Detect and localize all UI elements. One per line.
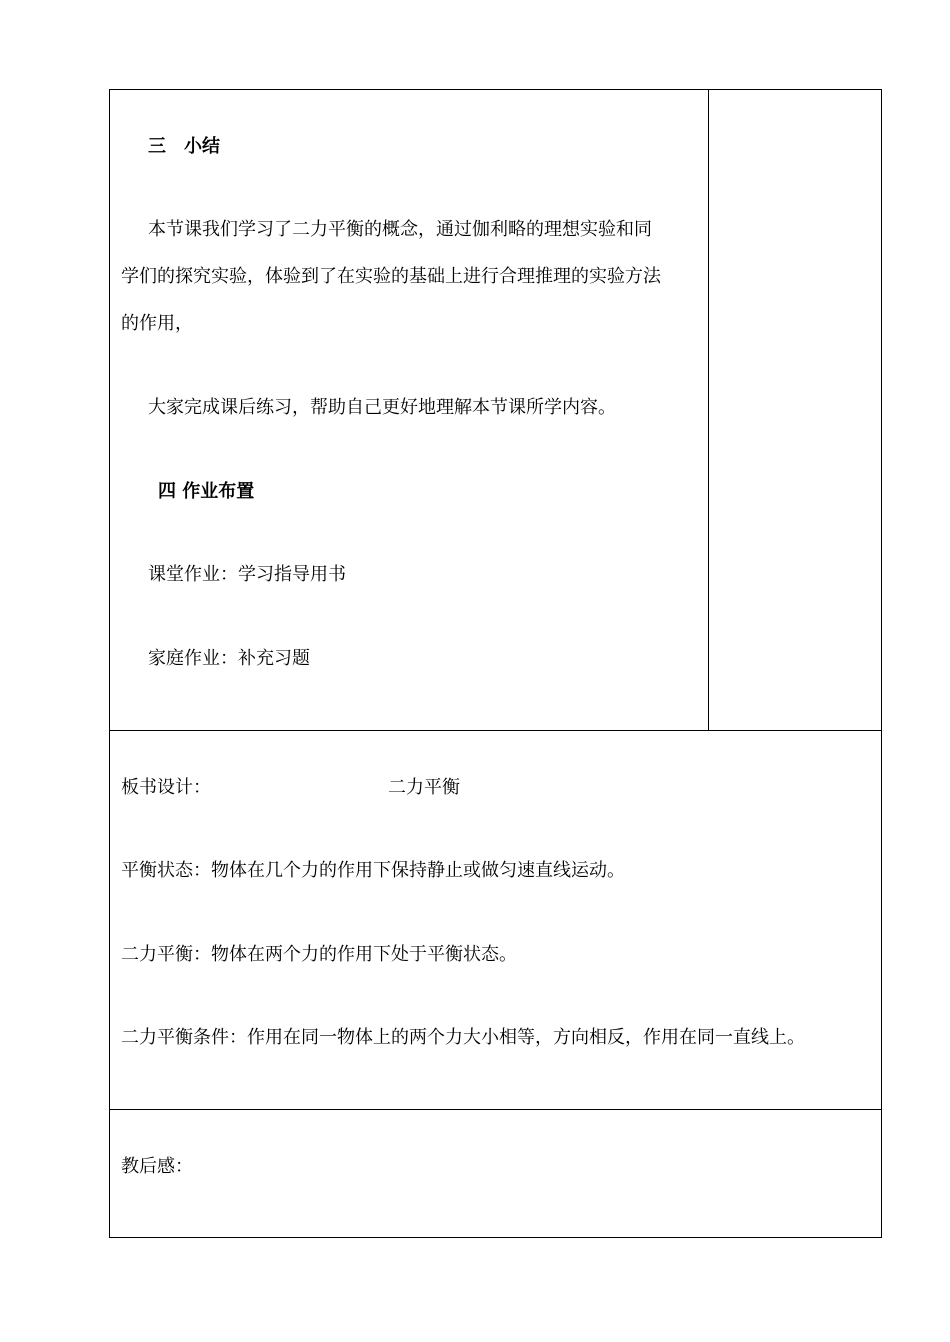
board-line-3: 二力平衡条件：作用在同一物体上的两个力大小相等，方向相反，作用在同一直线上。: [121, 1027, 805, 1048]
board-line-2: 二力平衡：物体在两个力的作用下处于平衡状态。: [121, 944, 517, 965]
section3-heading: 三 小结: [148, 136, 220, 157]
classwork-line: 课堂作业：学习指导用书: [148, 564, 346, 585]
homework-line: 家庭作业：补充习题: [148, 648, 310, 669]
reflection-label: 教后感：: [121, 1156, 193, 1177]
column-divider: [708, 90, 709, 730]
board-line-1: 平衡状态：物体在几个力的作用下保持静止或做匀速直线运动。: [121, 860, 625, 881]
summary-line-3: 的作用，: [121, 313, 193, 334]
summary-line-1: 本节课我们学习了二力平衡的概念，通过伽利略的理想实验和同: [148, 219, 652, 240]
row-divider-1: [110, 730, 881, 731]
summary-line-2: 学们的探究实验，体验到了在实验的基础上进行合理推理的实验方法: [121, 266, 661, 287]
board-title: 二力平衡: [388, 777, 460, 798]
exercise-line: 大家完成课后练习，帮助自己更好地理解本节课所学内容。: [148, 397, 616, 418]
section4-heading: 四 作业布置: [158, 481, 255, 502]
row-divider-2: [110, 1109, 881, 1110]
board-label: 板书设计：: [121, 777, 211, 798]
